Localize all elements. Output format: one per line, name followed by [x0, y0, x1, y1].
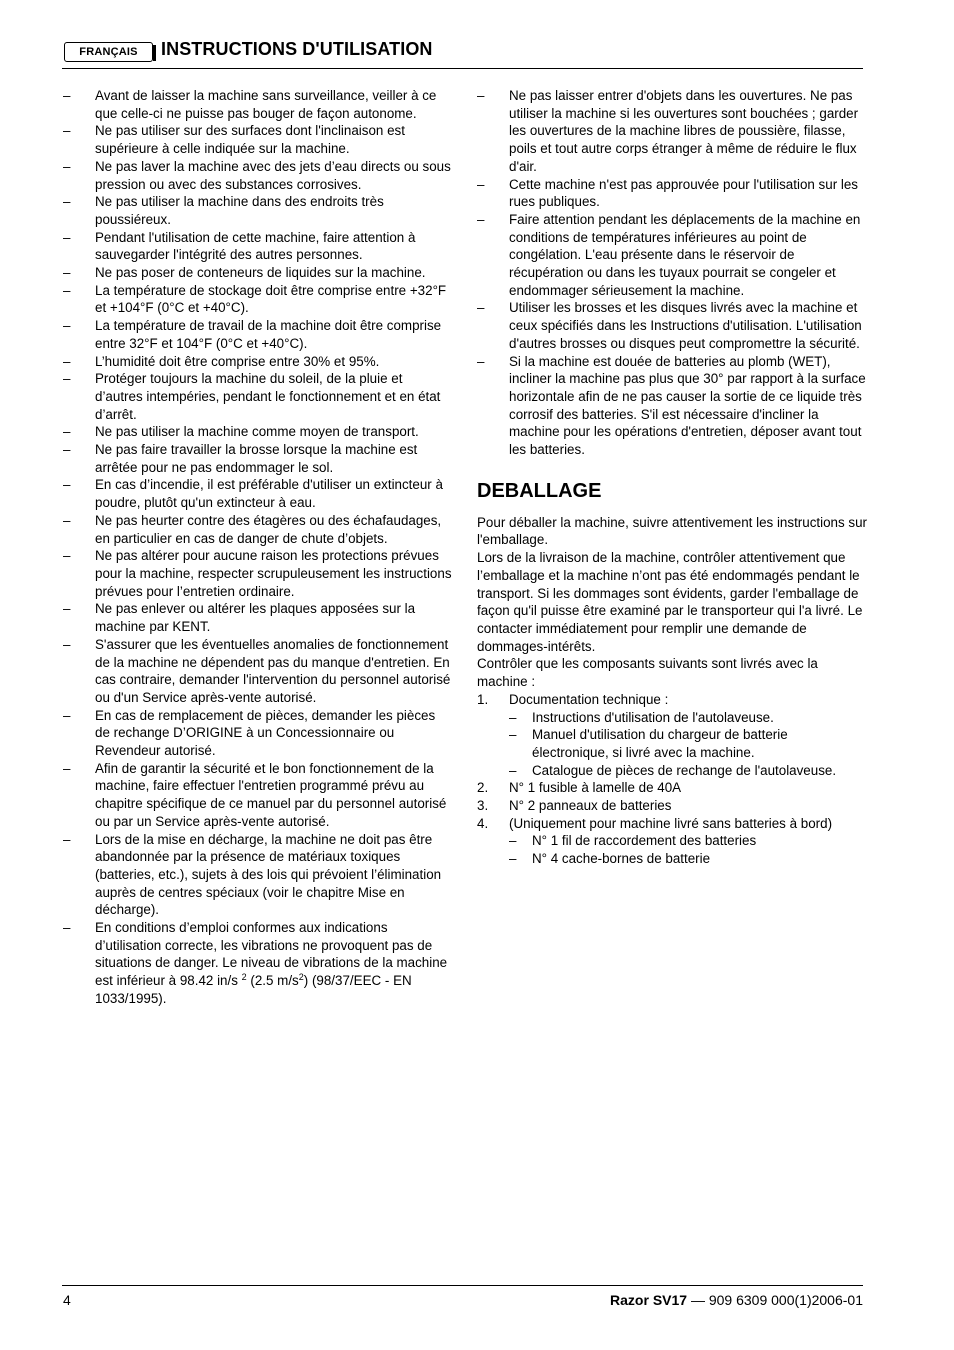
sub-list-item — [509, 726, 867, 761]
sub-item-text: N° 1 fil de raccordement des batteries — [532, 833, 757, 849]
sub-list — [509, 709, 867, 780]
dash-bullet: – — [63, 601, 71, 617]
list-item-text: Ne pas utiliser la machine dans des endroits très poussiéreux. — [95, 194, 384, 227]
list-item — [63, 264, 453, 282]
list-item-text: En cas de remplacement de pièces, demander les pièces de rechange D’ORIGINE à un Concessionnaire ou Revendeur autorisé. — [95, 707, 436, 759]
list-item-text: Ne pas utiliser sur des surfaces dont l'inclinaison est supérieure à celle indiquée sur la machine. — [95, 123, 405, 157]
list-item — [63, 87, 453, 122]
footer-divider — [62, 1285, 863, 1286]
vibration-text-3: ) (98/37/EEC - EN 1033/1995). — [95, 973, 412, 1006]
section-title-deballage: DEBALLAGE — [477, 479, 602, 502]
superscript: 2 — [298, 972, 304, 983]
dash-bullet: – — [63, 707, 71, 723]
numbered-item-text: N° 1 fusible à lamelle de 40A — [509, 780, 682, 796]
numbered-item-text: Documentation technique : — [509, 691, 669, 707]
item-number: 4. — [477, 815, 489, 831]
item-number: 3. — [477, 798, 489, 814]
list-item — [63, 158, 453, 193]
list-item-text: Pendant l'utilisation de cette machine, faire attention à sauvegarder l'intégrité des autres personnes. — [95, 229, 416, 263]
safety-list-right — [477, 87, 867, 459]
numbered-item — [477, 815, 867, 868]
dash-bullet: – — [63, 548, 71, 564]
sub-list-item — [509, 762, 867, 780]
list-item-text: Ne pas laisser entrer d'objets dans les ouvertures. Ne pas utiliser la machine si les ouvertures sont bouchées ; garder les ouvertures de la machine libres de poussière, filasse, poils et tout autre corps étranger à même de réduire le flux d'air. — [509, 88, 859, 174]
left-column — [63, 87, 453, 1008]
list-item-text: Afin de garantir la sécurité et le bon fonctionnement de la machine, faire effectuer l'entretien programmé prévu au chapitre spécifique de ce manuel par du personnel autorisé ou par un Service après-vente autorisé. — [95, 760, 447, 829]
dash-bullet: – — [509, 727, 517, 743]
dash-bullet: – — [477, 211, 485, 227]
item-number: 2. — [477, 780, 489, 796]
sub-item-text: N° 4 cache-bornes de batterie — [532, 851, 711, 867]
numbered-item-text: (Uniquement pour machine livré sans batteries à bord) — [509, 815, 833, 831]
components-list — [477, 691, 867, 868]
list-item-text: Ne pas laver la machine avec des jets d’eau directs ou sous pression ou avec des substances corrosives. — [95, 158, 451, 192]
header-divider — [62, 68, 863, 69]
list-item-text: Si la machine est douée de batteries au plomb (WET), incliner la machine pas plus que 30° par rapport à la surface horizontale afin de ne pas causer la sortie de ce liquide très corrosif des batteries. S'il est nécessaire d'incliner la machine pour les opérations d'entretien, déposer avant tout les batteries. — [509, 353, 866, 458]
paragraph: Lors de la livraison de la machine, contrôler attentivement que l’emballage et la machine n’ont pas été endommagés pendant le transport. Si les dommages sont évidents, garder l'emballage de façon qu'il puisse être examiné par le transporteur qui l'a livré. Le contacter immédiatement pour remplir une demande de dommages-intérêts. — [477, 550, 863, 654]
paragraph: Contrôler que les composants suivants sont livrés avec la machine : — [477, 656, 818, 690]
deballage-paragraphs — [477, 514, 867, 691]
footer-reference — [610, 1292, 863, 1308]
list-item-text: Avant de laisser la machine sans surveillance, veiller à ce que celle-ci ne puisse pas bouger de façon autonome. — [95, 88, 437, 121]
dash-bullet: – — [63, 158, 71, 174]
list-item-text: Protéger toujours la machine du soleil, de la pluie et d’autres intempéries, pendant le fonctionnement et en état d’arrêt. — [95, 371, 441, 422]
list-item-text: Cette machine n'est pas approuvée pour l'utilisation sur les rues publiques. — [509, 176, 859, 210]
list-item-text: Faire attention pendant les déplacements de la machine en conditions de températures inférieures au point de congélation. L'eau présente dans le réservoir de récupération ou dans les tuyaux pourrait se congeler et endommager sérieusement la machine. — [509, 211, 861, 298]
list-item — [477, 299, 867, 352]
list-item — [477, 353, 867, 459]
list-item-text: Ne pas faire travailler la brosse lorsque la machine est arrêtée pour ne pas endommager le sol. — [95, 442, 418, 475]
dash-bullet: – — [63, 194, 71, 210]
list-item — [63, 636, 453, 707]
list-item — [63, 122, 453, 157]
dash-bullet: – — [477, 353, 485, 369]
dash-bullet: – — [63, 424, 71, 440]
list-item — [63, 831, 453, 920]
dash-bullet: – — [63, 88, 71, 103]
sub-list-item — [509, 832, 867, 850]
sub-item-text: Instructions d'utilisation de l'autolaveuse. — [532, 709, 774, 725]
paragraph: Pour déballer la machine, suivre attentivement les instructions sur l'emballage. — [477, 514, 868, 548]
list-item-text: Ne pas poser de conteneurs de liquides sur la machine. — [95, 265, 426, 281]
vibration-text-2: (2.5 m/s — [246, 973, 299, 989]
dash-bullet: – — [63, 265, 71, 281]
dash-bullet: – — [63, 477, 71, 493]
list-item — [63, 547, 453, 600]
list-item — [63, 476, 453, 511]
dash-bullet: – — [63, 831, 71, 847]
list-item-text: S'assurer que les éventuelles anomalies de fonctionnement de la machine ne dépendent pas du manque d'entretien. En cas contraire, demander l'intervention du personnel autorisé ou d'un Service après-vente autorisé. — [95, 636, 451, 705]
list-item-text: Ne pas utiliser la machine comme moyen de transport. — [95, 424, 419, 440]
dash-bullet: – — [509, 709, 517, 725]
list-item — [477, 211, 867, 300]
list-item-text: La température de travail de la machine doit être comprise entre 32°F et 104°F (0°C et +40°C). — [95, 318, 442, 351]
dash-bullet: – — [63, 353, 71, 369]
dash-bullet: – — [477, 88, 485, 103]
page-number: 4 — [63, 1292, 71, 1308]
dash-bullet: – — [509, 833, 517, 849]
dash-bullet: – — [63, 229, 71, 245]
dash-bullet: – — [63, 371, 71, 387]
list-item — [63, 760, 453, 831]
sub-list-item — [509, 709, 867, 727]
page-header-title: INSTRUCTIONS D'UTILISATION — [161, 39, 433, 59]
list-item-text: Utiliser les brosses et les disques livrés avec la machine et ceux spécifiés dans les Instructions d'utilisation. L'utilisation d'autres brosses ou disques peut compromettre la sécurité. — [509, 300, 862, 351]
list-item — [63, 600, 453, 635]
document-reference: — 909 6309 000(1)2006-01 — [687, 1292, 863, 1308]
sub-item-text: Catalogue de pièces de rechange de l'autolaveuse. — [532, 762, 837, 778]
list-item-text: Lors de la mise en décharge, la machine ne doit pas être abandonnée par la présence de matériaux toxiques (batteries, etc.), sujets à des lois qui prévoient l’élimination auprès de centres spéciaux (voir le chapitre Mise en décharge). — [95, 831, 442, 918]
numbered-item-text: N° 2 panneaux de batteries — [509, 798, 672, 814]
numbered-item — [477, 779, 867, 797]
list-item — [63, 441, 453, 476]
item-number: 1. — [477, 691, 489, 707]
list-item-text: La température de stockage doit être comprise entre +32°F et +104°F (0°C et +40°C). — [95, 282, 447, 316]
dash-bullet: – — [63, 512, 71, 528]
list-item-text: Ne pas enlever ou altérer les plaques apposées sur la machine par KENT. — [95, 601, 416, 635]
dash-bullet: – — [63, 920, 71, 936]
dash-bullet: – — [63, 442, 71, 458]
list-item-text: Ne pas heurter contre des étagères ou des échafaudages, en particulier en cas de danger de chute d’objets. — [95, 512, 442, 546]
vibration-text-1: En conditions d’emploi conformes aux indications d’utilisation correcte, les vibrations ne provoquent pas de situations de danger. Le niveau de vibrations de la machine est inférieur à 98.42 in/s — [95, 920, 448, 989]
dash-bullet: – — [509, 762, 517, 778]
list-item — [63, 370, 453, 423]
model-name: Razor SV17 — [610, 1292, 688, 1308]
list-item — [63, 229, 453, 264]
list-item-text: L’humidité doit être comprise entre 30% et 95%. — [95, 353, 380, 369]
list-item-vibration — [63, 919, 453, 1008]
dash-bullet: – — [63, 123, 71, 139]
numbered-item — [477, 797, 867, 815]
list-item — [63, 282, 453, 317]
sub-list — [509, 832, 867, 867]
list-item-text: Ne pas altérer pour aucune raison les protections prévues pour la machine, respecter scrupuleusement les instructions prévues pour l’entretien ordinaire. — [95, 548, 452, 599]
right-column — [477, 87, 867, 868]
numbered-item — [477, 691, 867, 780]
list-item — [63, 193, 453, 228]
dash-bullet: – — [63, 636, 71, 652]
dash-bullet: – — [509, 851, 517, 867]
dash-bullet: – — [477, 176, 485, 192]
list-item-text: En cas d’incendie, il est préférable d'utiliser un extincteur à poudre, plutôt qu'un extincteur à eau. — [95, 477, 443, 511]
sub-list-item — [509, 850, 867, 868]
list-item — [63, 512, 453, 547]
safety-list-left — [63, 87, 453, 919]
list-item — [477, 176, 867, 211]
vibration-item-list — [63, 919, 453, 1008]
dash-bullet: – — [63, 282, 71, 298]
list-item — [63, 317, 453, 352]
list-item — [63, 353, 453, 371]
dash-bullet: – — [477, 300, 485, 316]
language-badge: FRANÇAIS — [64, 42, 153, 62]
list-item — [477, 87, 867, 176]
list-item — [63, 423, 453, 441]
sub-item-text: Manuel d'utilisation du chargeur de batterie électronique, si livré avec la machine. — [532, 727, 788, 760]
list-item — [63, 707, 453, 760]
dash-bullet: – — [63, 318, 71, 334]
dash-bullet: – — [63, 760, 71, 776]
superscript: 2 — [241, 972, 247, 983]
